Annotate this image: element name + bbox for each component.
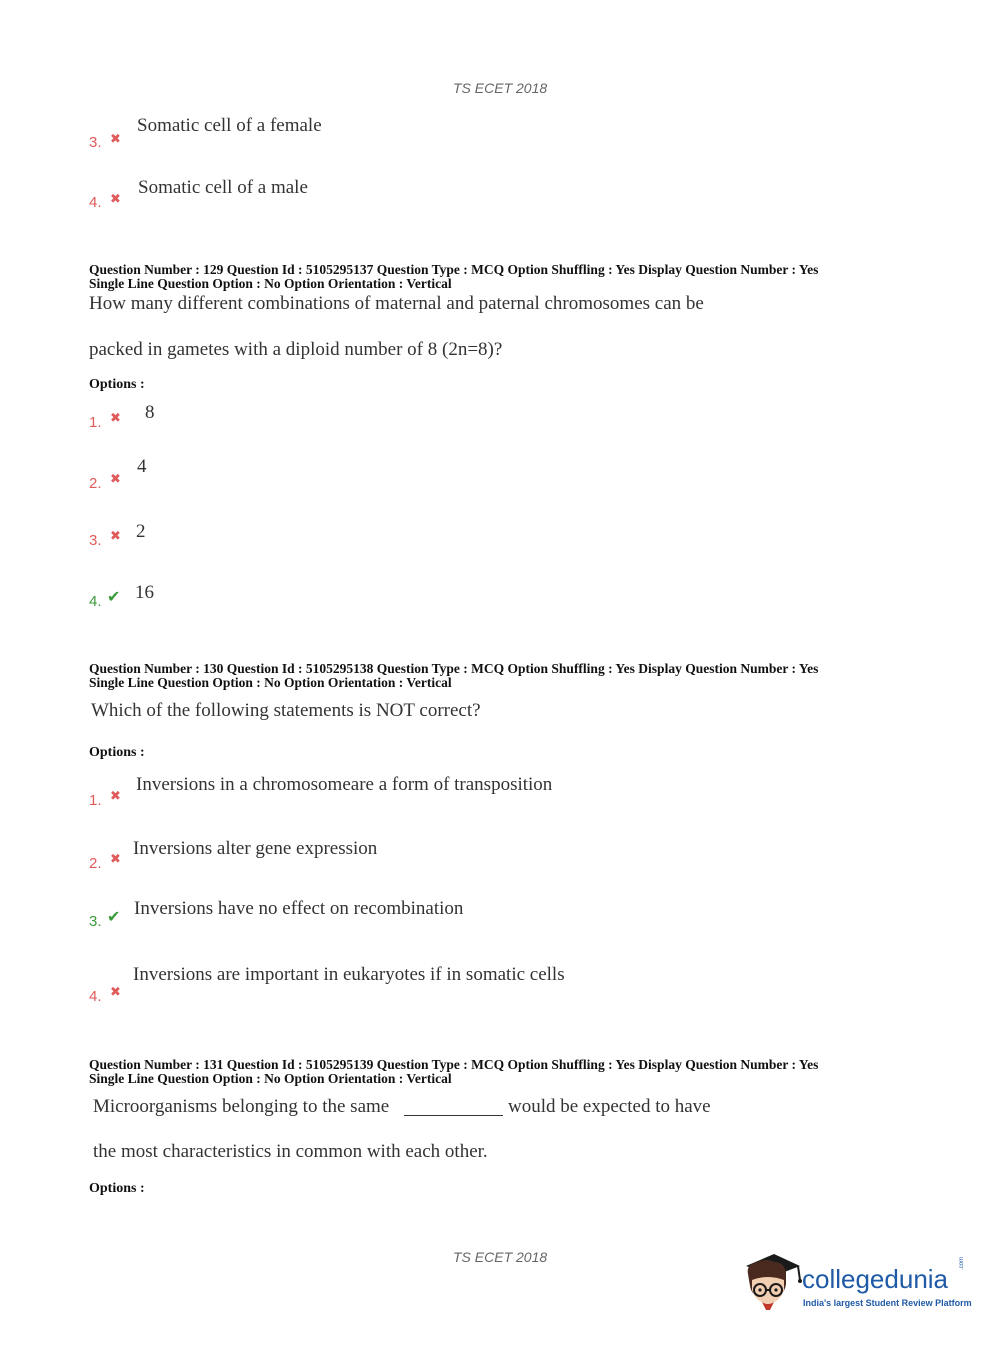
cross-mark-icon: ✖: [110, 789, 121, 804]
option-text: Inversions alter gene expression: [133, 838, 378, 859]
question-meta: Single Line Question Option : No Option Orientation : Vertical: [89, 675, 452, 690]
cross-mark-icon: ✖: [110, 529, 121, 544]
options-label: Options :: [89, 1181, 145, 1196]
logo-tagline: India's largest Student Review Platform: [803, 1298, 972, 1308]
option-number: 4.: [89, 988, 102, 1005]
question-meta: Question Number : 131 Question Id : 5105295139 Question Type : MCQ Option Shuffling : Yes Display Question Number : Yes: [89, 1057, 819, 1072]
question-text: packed in gametes with a diploid number of 8 (2n=8)?: [89, 339, 503, 360]
question-text: would be expected to have: [508, 1096, 711, 1117]
question-text: How many different combinations of maternal and paternal chromosomes can be: [89, 293, 704, 314]
cross-mark-icon: ✖: [110, 852, 121, 867]
cross-mark-icon: ✖: [110, 411, 121, 426]
page-header: TS ECET 2018: [453, 80, 548, 96]
option-number: 4.: [89, 593, 102, 610]
option-number: 3.: [89, 913, 102, 930]
question-text: Microorganisms belonging to the same: [93, 1096, 390, 1117]
option-text: Inversions are important in eukaryotes if in somatic cells: [133, 964, 565, 985]
question-meta: Question Number : 130 Question Id : 5105295138 Question Type : MCQ Option Shuffling : Yes Display Question Number : Yes: [89, 661, 819, 676]
question-text: Which of the following statements is NOT correct?: [91, 700, 481, 721]
cross-mark-icon: ✖: [110, 192, 121, 207]
option-number: 1.: [89, 792, 102, 809]
logo-suffix: .com: [959, 1256, 965, 1270]
option-text: Inversions have no effect on recombination: [134, 898, 464, 919]
option-text: 2: [136, 521, 146, 542]
option-number: 1.: [89, 414, 102, 431]
options-label: Options :: [89, 745, 145, 760]
cross-mark-icon: ✖: [110, 132, 121, 147]
option-text: Somatic cell of a male: [138, 177, 308, 198]
option-text: 4: [137, 456, 147, 477]
option-number: 2.: [89, 475, 102, 492]
options-label: Options :: [89, 377, 145, 392]
cross-mark-icon: ✖: [110, 472, 121, 487]
option-text: Somatic cell of a female: [137, 115, 322, 136]
collegedunia-logo-text: collegedunia: [802, 1264, 949, 1294]
question-meta: Single Line Question Option : No Option Orientation : Vertical: [89, 1071, 452, 1086]
option-number: 2.: [89, 855, 102, 872]
question-meta: Single Line Question Option : No Option Orientation : Vertical: [89, 276, 452, 291]
cross-mark-icon: ✖: [110, 985, 121, 1000]
question-text: the most characteristics in common with each other.: [93, 1141, 488, 1162]
page-footer: TS ECET 2018: [453, 1249, 548, 1265]
option-text: 16: [135, 582, 154, 603]
option-number: 3.: [89, 532, 102, 549]
option-text: 8: [145, 402, 155, 423]
blank-line: [404, 1115, 503, 1116]
check-mark-icon: ✔: [107, 587, 121, 606]
collegedunia-mascot-icon: [740, 1250, 802, 1312]
option-text: Inversions in a chromosomeare a form of transposition: [136, 774, 553, 795]
option-number: 4.: [89, 194, 102, 211]
question-meta: Question Number : 129 Question Id : 5105295137 Question Type : MCQ Option Shuffling : Yes Display Question Number : Yes: [89, 262, 819, 277]
check-mark-icon: ✔: [107, 907, 121, 926]
option-number: 3.: [89, 134, 102, 151]
